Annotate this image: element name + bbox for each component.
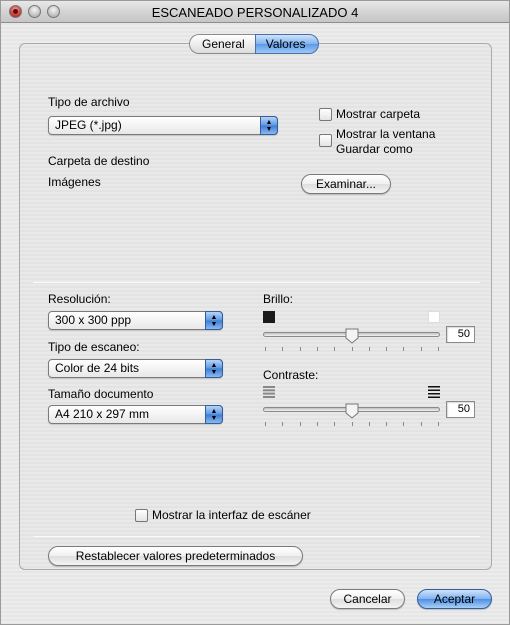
document-size-label: Tamaño documento	[48, 387, 154, 401]
slider-tick	[386, 347, 387, 351]
file-type-value: JPEG (*.jpg)	[55, 118, 122, 132]
slider-tick	[438, 347, 439, 351]
low-contrast-icon	[263, 386, 275, 398]
slider-tick	[265, 347, 266, 351]
popup-arrows-icon: ▲ ▼	[260, 116, 278, 135]
resolution-label: Resolución:	[48, 292, 111, 306]
slider-tick	[386, 422, 387, 426]
show-scanner-ui-checkbox[interactable]	[135, 509, 148, 522]
bottom-divider	[33, 536, 480, 537]
tab-general[interactable]: General	[189, 34, 255, 54]
brightness-label: Brillo:	[263, 292, 294, 306]
popup-arrows-icon: ▲ ▼	[205, 405, 223, 424]
document-size-value: A4 210 x 297 mm	[55, 407, 150, 421]
brightness-slider-thumb[interactable]	[345, 328, 359, 344]
document-size-popup[interactable]	[48, 405, 223, 424]
contrast-value-field[interactable]: 50	[446, 401, 475, 418]
show-save-as-label-line2: Guardar como	[336, 142, 413, 156]
slider-tick	[403, 347, 404, 351]
destination-folder-value: Imágenes	[48, 175, 101, 189]
slider-tick	[300, 422, 301, 426]
slider-tick	[317, 422, 318, 426]
show-save-as-label-line1: Mostrar la ventana	[336, 127, 436, 141]
accept-button[interactable]: Aceptar	[417, 589, 492, 609]
high-contrast-icon	[428, 386, 440, 398]
show-save-as-checkbox[interactable]	[319, 134, 332, 147]
scan-type-value: Color de 24 bits	[55, 361, 140, 375]
cancel-button[interactable]: Cancelar	[330, 589, 405, 609]
slider-tick	[282, 347, 283, 351]
slider-tick	[334, 347, 335, 351]
popup-arrows-icon: ▲ ▼	[205, 359, 223, 378]
slider-tick	[352, 347, 353, 351]
title-bar[interactable]	[1, 1, 509, 23]
slider-tick	[421, 422, 422, 426]
show-folder-checkbox[interactable]	[319, 108, 332, 121]
light-swatch-icon	[428, 311, 440, 323]
destination-folder-label: Carpeta de destino	[48, 154, 150, 168]
slider-tick	[265, 422, 266, 426]
contrast-ticks	[263, 422, 440, 427]
reset-defaults-button[interactable]: Restablecer valores predeterminados	[48, 546, 303, 566]
dark-swatch-icon	[263, 311, 275, 323]
resolution-popup[interactable]	[48, 311, 223, 330]
show-folder-label: Mostrar carpeta	[336, 107, 421, 121]
scan-type-popup[interactable]	[48, 359, 223, 378]
slider-tick	[334, 422, 335, 426]
contrast-slider-thumb[interactable]	[345, 403, 359, 419]
window-title: ESCANEADO PERSONALIZADO 4	[151, 5, 359, 20]
slider-tick	[438, 422, 439, 426]
slider-tick	[421, 347, 422, 351]
file-type-label: Tipo de archivo	[48, 95, 130, 109]
file-type-popup[interactable]	[48, 116, 278, 135]
scan-type-label: Tipo de escaneo:	[48, 340, 140, 354]
brightness-value-field[interactable]: 50	[446, 326, 475, 343]
tab-bar	[189, 34, 319, 54]
browse-button[interactable]: Examinar...	[301, 174, 391, 194]
tab-valores[interactable]: Valores	[255, 34, 319, 54]
show-scanner-ui-label: Mostrar la interfaz de escáner	[152, 508, 311, 522]
brightness-ticks	[263, 347, 440, 352]
slider-tick	[369, 347, 370, 351]
slider-tick	[369, 422, 370, 426]
popup-arrows-icon: ▲ ▼	[205, 311, 223, 330]
slider-tick	[403, 422, 404, 426]
slider-tick	[317, 347, 318, 351]
section-divider	[33, 282, 480, 283]
contrast-label: Contraste:	[263, 368, 319, 382]
slider-tick	[352, 422, 353, 426]
slider-tick	[300, 347, 301, 351]
resolution-value: 300 x 300 ppp	[55, 313, 132, 327]
slider-tick	[282, 422, 283, 426]
